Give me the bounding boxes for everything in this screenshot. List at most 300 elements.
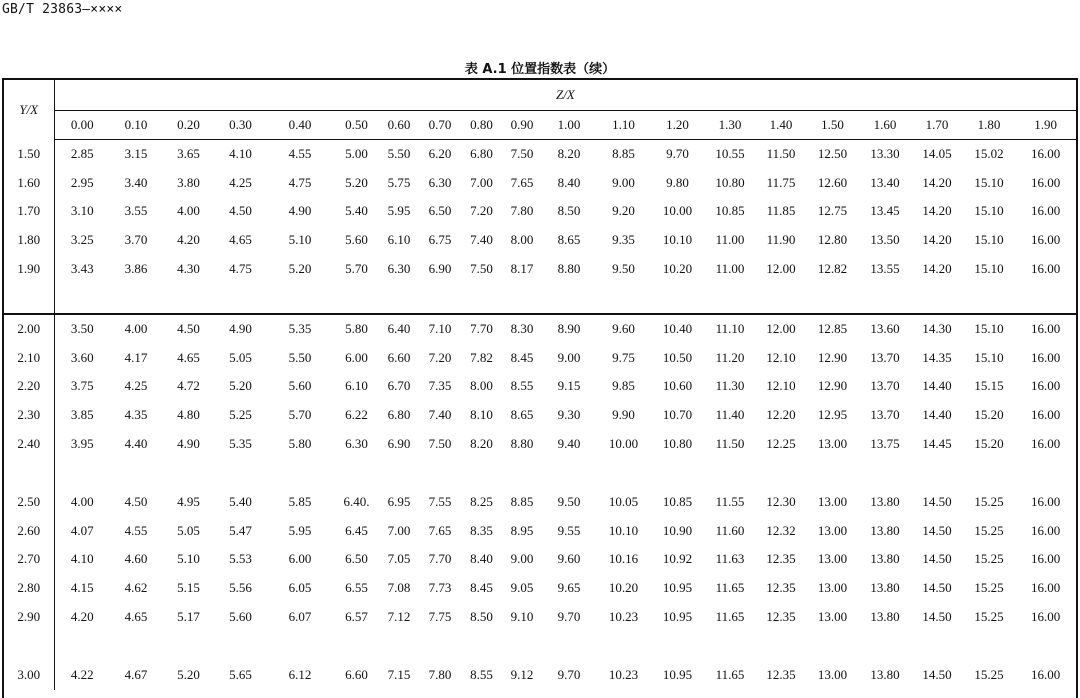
table-cell: 9.60 <box>557 551 581 567</box>
standard-code: GB/T 23863—×××× <box>2 2 123 17</box>
table-cell: 14.20 <box>922 203 952 219</box>
table-cell: 5.05 <box>177 522 200 538</box>
table-cell: 14.20 <box>922 232 952 248</box>
table-cell: 5.25 <box>229 407 252 423</box>
table-cell: 13.00 <box>817 608 848 624</box>
table-cell: 7.20 <box>470 203 493 219</box>
table-cell: 5.20 <box>229 378 252 394</box>
table-cell: 13.80 <box>870 580 900 596</box>
table-cell: 7.80 <box>428 667 452 683</box>
table-row <box>4 517 1076 546</box>
table-cell: 5.40 <box>345 203 368 219</box>
table-cell: 6.20 <box>428 146 452 162</box>
table-cell: 4.65 <box>177 349 200 365</box>
table-cell: 4.15 <box>70 580 94 596</box>
row-header-y-over-x: 1.50 <box>4 140 54 169</box>
table-cell: 2.85 <box>70 146 94 162</box>
table-cell: 5.60 <box>288 378 312 394</box>
table-cell: 8.45 <box>510 349 534 365</box>
table-cell: 2.95 <box>70 174 94 190</box>
column-header: 0.80 <box>461 111 502 140</box>
table-cell: 16.00 <box>1030 203 1061 219</box>
position-index-table-frame <box>2 78 1078 698</box>
table-cell: 9.60 <box>596 314 651 344</box>
table-cell: 3.43 <box>70 260 94 276</box>
row-header-y-over-x: 3.00 <box>4 661 54 690</box>
table-cell: 11.00 <box>715 232 745 248</box>
table-cell: 4.55 <box>124 522 148 538</box>
table-cell: 4.75 <box>288 174 312 190</box>
table-cell: 4.65 <box>124 608 148 624</box>
table-cell: 7.55 <box>428 494 452 510</box>
table-cell: 4.50 <box>124 494 148 510</box>
table-cell: 9.50 <box>557 494 581 510</box>
table-cell: 6.22 <box>345 407 368 423</box>
table-cell: 6.80 <box>387 407 411 423</box>
table-cell: 11.40 <box>715 407 745 423</box>
table-cell: 12.32 <box>766 522 796 538</box>
table-cell: 8.55 <box>510 378 534 394</box>
row-header-y-over-x: 2.60 <box>4 517 54 546</box>
table-cell: 14.30 <box>911 314 963 344</box>
table-cell: 4.35 <box>124 407 148 423</box>
table-cell: 6.10 <box>345 378 368 394</box>
table-cell: 13.80 <box>870 667 900 683</box>
column-header: 1.20 <box>651 111 704 140</box>
row-header-y-over-x: 1.90 <box>4 254 54 283</box>
table-cell: 4.40 <box>124 435 148 451</box>
table-cell: 11.50 <box>766 146 796 162</box>
table-cell: 4.95 <box>177 494 200 510</box>
table-cell: 8.30 <box>502 314 542 344</box>
table-cell: 5.70 <box>345 260 368 276</box>
table-cell: 5.15 <box>177 580 200 596</box>
table-cell: 5.20 <box>288 260 312 276</box>
table-cell: 3.75 <box>70 378 94 394</box>
table-cell: 5.75 <box>387 174 411 190</box>
table-cell: 4.17 <box>124 349 148 365</box>
table-cell: 7.05 <box>387 551 411 567</box>
table-cell: 7.08 <box>387 580 411 596</box>
table-row <box>4 401 1076 430</box>
table-cell: 4.72 <box>177 378 200 394</box>
row-header-y-over-x: 1.60 <box>4 169 54 198</box>
table-cell: 8.00 <box>510 232 534 248</box>
table-cell: 14.50 <box>922 580 952 596</box>
table-cell: 10.00 <box>608 435 639 451</box>
table-cell: 13.00 <box>817 667 848 683</box>
column-header: 1.80 <box>963 111 1015 140</box>
table-cell: 8.90 <box>542 314 596 344</box>
table-cell: 3.15 <box>124 146 148 162</box>
table-cell: 15.10 <box>963 314 1015 344</box>
row-header-y-over-x: 1.70 <box>4 197 54 226</box>
table-row <box>4 488 1076 517</box>
column-header: 1.70 <box>911 111 963 140</box>
table-cell: 4.22 <box>70 667 94 683</box>
table-cell: 6.00 <box>288 551 312 567</box>
table-cell: 5.70 <box>288 407 312 423</box>
table-cell: 4.80 <box>177 407 200 423</box>
table-cell: 10.20 <box>662 260 693 276</box>
table-cell: 14.50 <box>922 608 952 624</box>
table-cell: 6.30 <box>428 174 452 190</box>
corner-header-y-over-x: Y/X <box>4 80 54 140</box>
table-cell: 3.65 <box>177 146 200 162</box>
table-cell: 14.45 <box>922 435 952 451</box>
table-cell: 9.40 <box>557 435 581 451</box>
table-cell: 4.25 <box>229 174 252 190</box>
table-cell: 4.30 <box>177 260 200 276</box>
table-cell: 7.40 <box>470 232 493 248</box>
table-cell: 3.95 <box>70 435 94 451</box>
table-cell: 9.00 <box>510 551 534 567</box>
table-cell: 5.05 <box>229 349 252 365</box>
table-cell: 9.70 <box>557 608 581 624</box>
table-cell: 8.95 <box>510 522 534 538</box>
table-cell: 6.50 <box>428 203 452 219</box>
table-cell: 12.10 <box>766 378 796 394</box>
table-cell: 6.95 <box>387 494 411 510</box>
table-cell: 10.16 <box>608 551 639 567</box>
table-cell: 8.20 <box>470 435 493 451</box>
table-cell: 4.55 <box>288 146 312 162</box>
table-cell: 3.10 <box>70 203 94 219</box>
table-cell: 8.80 <box>557 260 581 276</box>
table-row <box>4 197 1076 226</box>
table-cell: 6.70 <box>387 378 411 394</box>
table-cell: 13.75 <box>870 435 900 451</box>
table-cell: 6.07 <box>288 608 312 624</box>
table-cell: 15.10 <box>974 203 1004 219</box>
table-cell: 7.20 <box>428 349 452 365</box>
table-cell: 7.00 <box>470 174 493 190</box>
table-cell: 4.62 <box>124 580 148 596</box>
table-cell: 13.00 <box>817 494 848 510</box>
table-cell: 15.25 <box>974 608 1004 624</box>
table-cell: 10.05 <box>608 494 639 510</box>
table-cell: 14.50 <box>922 494 952 510</box>
column-header: 0.50 <box>334 111 379 140</box>
table-cell: 11.50 <box>715 435 745 451</box>
column-header: 1.30 <box>704 111 756 140</box>
table-cell: 4.00 <box>70 494 94 510</box>
table-cell: 8.65 <box>557 232 581 248</box>
table-cell: 4.60 <box>124 551 148 567</box>
table-cell: 10.10 <box>608 522 639 538</box>
table-row <box>4 226 1076 255</box>
table-cell: 12.75 <box>817 203 848 219</box>
column-header: 0.40 <box>266 111 334 140</box>
table-cell: 10.92 <box>662 551 693 567</box>
table-cell: 6.05 <box>288 580 312 596</box>
table-cell: 4.90 <box>177 435 200 451</box>
table-cell: 7.65 <box>510 174 534 190</box>
table-cell: 4.50 <box>229 203 252 219</box>
table-cell: 4.90 <box>288 203 312 219</box>
table-cell: 4.00 <box>177 203 200 219</box>
table-cell: 16.00 <box>1015 314 1076 344</box>
table-cell: 5.60 <box>229 608 252 624</box>
table-cell: 12.25 <box>766 435 796 451</box>
row-header-y-over-x: 2.40 <box>4 429 54 458</box>
table-cell: 4.20 <box>177 232 200 248</box>
table-cell: 13.70 <box>870 349 900 365</box>
table-cell: 7.70 <box>428 551 452 567</box>
table-cell: 15.10 <box>974 349 1004 365</box>
table-cell: 15.20 <box>974 435 1004 451</box>
table-cell: 9.70 <box>557 667 581 683</box>
table-cell: 5.20 <box>345 174 368 190</box>
group-spacer <box>4 283 1076 314</box>
table-cell: 13.50 <box>870 232 900 248</box>
table-cell: 5.47 <box>229 522 252 538</box>
table-cell: 10.95 <box>662 580 693 596</box>
table-cell: 9.10 <box>510 608 534 624</box>
column-header: 1.50 <box>806 111 859 140</box>
table-cell: 8.50 <box>470 608 493 624</box>
table-cell: 14.05 <box>922 146 952 162</box>
row-header-y-over-x: 2.00 <box>4 314 54 344</box>
table-cell: 16.00 <box>1030 232 1061 248</box>
column-header: 1.90 <box>1015 111 1076 140</box>
table-cell: 16.00 <box>1030 580 1061 596</box>
table-cell: 6.80 <box>470 146 493 162</box>
table-cell: 7.75 <box>428 608 452 624</box>
table-cell: 6.60 <box>345 667 368 683</box>
table-cell: 10.70 <box>662 407 693 423</box>
table-cell: 5.10 <box>288 232 312 248</box>
table-cell: 13.80 <box>870 494 900 510</box>
table-row <box>4 429 1076 458</box>
table-cell: 9.12 <box>510 667 534 683</box>
table-cell: 14.50 <box>922 522 952 538</box>
table-cell: 8.85 <box>612 146 635 162</box>
table-cell: 15.25 <box>974 667 1004 683</box>
table-cell: 15.10 <box>974 174 1004 190</box>
table-cell: 6.57 <box>345 608 368 624</box>
table-cell: 4.75 <box>229 260 252 276</box>
table-cell: 12.35 <box>766 551 796 567</box>
table-cell: 9.85 <box>612 378 635 394</box>
table-cell: 8.40 <box>557 174 581 190</box>
table-row <box>4 140 1076 169</box>
table-cell: 7.65 <box>428 522 452 538</box>
table-cell: 6.30 <box>345 435 368 451</box>
table-cell: 9.35 <box>612 232 635 248</box>
table-cell: 11.60 <box>715 522 745 538</box>
table-cell: 11.63 <box>715 551 745 567</box>
table-cell: 14.40 <box>922 378 952 394</box>
table-cell: 16.00 <box>1030 260 1061 276</box>
table-cell: 10.90 <box>662 522 693 538</box>
table-cell: 9.80 <box>666 174 689 190</box>
table-cell: 9.20 <box>612 203 635 219</box>
table-cell: 10.50 <box>662 349 693 365</box>
table-cell: 16.00 <box>1030 146 1061 162</box>
table-cell: 12.90 <box>817 349 848 365</box>
table-cell: 11.20 <box>715 349 745 365</box>
table-cell: 3.50 <box>54 314 110 344</box>
table-cell: 12.30 <box>766 494 796 510</box>
table-cell: 8.45 <box>470 580 493 596</box>
table-cell: 7.35 <box>428 378 452 394</box>
table-cell: 7.10 <box>419 314 461 344</box>
table-cell: 10.80 <box>662 435 693 451</box>
table-cell: 10.23 <box>608 608 639 624</box>
table-cell: 9.05 <box>510 580 534 596</box>
table-cell: 6.30 <box>387 260 411 276</box>
table-cell: 11.30 <box>715 378 745 394</box>
table-cell: 4.10 <box>229 146 252 162</box>
table-cell: 6.45 <box>345 522 368 538</box>
table-cell: 7.73 <box>428 580 452 596</box>
table-cell: 13.45 <box>870 203 900 219</box>
table-cell: 10.40 <box>651 314 704 344</box>
table-cell: 4.65 <box>229 232 252 248</box>
table-cell: 8.80 <box>510 435 534 451</box>
table-cell: 13.30 <box>870 146 900 162</box>
table-cell: 5.80 <box>288 435 312 451</box>
table-cell: 9.15 <box>557 378 581 394</box>
table-cell: 6.40. <box>343 494 370 510</box>
table-cell: 13.70 <box>870 407 900 423</box>
table-cell: 3.70 <box>124 232 148 248</box>
table-cell: 14.20 <box>922 260 952 276</box>
table-cell: 16.00 <box>1030 551 1061 567</box>
table-cell: 7.80 <box>510 203 534 219</box>
table-row <box>4 314 1076 344</box>
table-cell: 15.02 <box>974 146 1004 162</box>
table-cell: 9.75 <box>612 349 635 365</box>
table-cell: 13.40 <box>870 174 900 190</box>
table-cell: 16.00 <box>1030 407 1061 423</box>
position-index-table <box>4 80 1076 690</box>
group-spacer <box>4 631 1076 661</box>
table-cell: 12.85 <box>806 314 859 344</box>
table-cell: 15.10 <box>974 232 1004 248</box>
table-cell: 3.40 <box>124 174 148 190</box>
table-cell: 5.95 <box>387 203 411 219</box>
table-cell: 12.90 <box>817 378 848 394</box>
table-cell: 12.10 <box>766 349 796 365</box>
table-cell: 6.40 <box>379 314 419 344</box>
table-cell: 5.65 <box>229 667 252 683</box>
table-cell: 3.55 <box>124 203 148 219</box>
column-header: 1.60 <box>859 111 911 140</box>
table-cell: 15.25 <box>974 522 1004 538</box>
table-cell: 16.00 <box>1030 494 1061 510</box>
table-cell: 5.40 <box>229 494 252 510</box>
table-caption: 表 A.1 位置指数表（续） <box>464 62 616 77</box>
table-cell: 15.20 <box>974 407 1004 423</box>
table-cell: 7.70 <box>461 314 502 344</box>
table-cell: 7.50 <box>470 260 493 276</box>
table-cell: 10.00 <box>662 203 693 219</box>
table-cell: 12.60 <box>817 174 848 190</box>
table-cell: 15.25 <box>974 494 1004 510</box>
table-row <box>4 602 1076 631</box>
table-cell: 15.25 <box>974 551 1004 567</box>
table-cell: 12.35 <box>766 667 796 683</box>
table-cell: 16.00 <box>1030 608 1061 624</box>
column-header: 0.60 <box>379 111 419 140</box>
table-cell: 9.90 <box>612 407 635 423</box>
table-cell: 9.00 <box>557 349 581 365</box>
table-cell: 13.70 <box>870 378 900 394</box>
table-cell: 5.80 <box>334 314 379 344</box>
row-header-y-over-x: 2.30 <box>4 401 54 430</box>
table-cell: 8.50 <box>557 203 581 219</box>
table-cell: 4.10 <box>70 551 94 567</box>
table-cell: 4.07 <box>70 522 94 538</box>
column-header: 1.40 <box>756 111 806 140</box>
table-cell: 5.50 <box>387 146 411 162</box>
table-cell: 13.80 <box>870 608 900 624</box>
table-cell: 11.85 <box>766 203 796 219</box>
table-cell: 11.90 <box>766 232 796 248</box>
table-cell: 4.50 <box>162 314 215 344</box>
table-cell: 10.95 <box>662 608 693 624</box>
table-cell: 13.00 <box>817 580 848 596</box>
table-cell: 8.85 <box>510 494 534 510</box>
table-cell: 7.82 <box>470 349 493 365</box>
table-cell: 4.00 <box>110 314 162 344</box>
column-header: 0.70 <box>419 111 461 140</box>
table-cell: 11.65 <box>715 580 745 596</box>
table-cell: 12.50 <box>817 146 848 162</box>
table-cell: 16.00 <box>1030 667 1061 683</box>
table-cell: 16.00 <box>1030 435 1061 451</box>
table-cell: 5.35 <box>229 435 252 451</box>
table-cell: 6.00 <box>345 349 368 365</box>
table-cell: 4.90 <box>215 314 266 344</box>
table-cell: 14.50 <box>922 667 952 683</box>
table-cell: 7.50 <box>428 435 452 451</box>
table-cell: 6.55 <box>345 580 368 596</box>
column-header: 1.10 <box>596 111 651 140</box>
table-cell: 10.60 <box>662 378 693 394</box>
table-cell: 10.55 <box>715 146 745 162</box>
table-cell: 13.00 <box>817 551 848 567</box>
table-cell: 6.90 <box>387 435 411 451</box>
table-cell: 10.85 <box>662 494 693 510</box>
header-z-over-x: Z/X <box>54 80 1076 111</box>
table-cell: 11.00 <box>715 260 745 276</box>
table-cell: 5.00 <box>345 146 368 162</box>
table-cell: 6.60 <box>387 349 411 365</box>
table-cell: 6.90 <box>428 260 452 276</box>
table-cell: 12.20 <box>766 407 796 423</box>
table-cell: 7.12 <box>387 608 411 624</box>
table-cell: 10.95 <box>662 667 693 683</box>
table-row <box>4 169 1076 198</box>
row-header-y-over-x: 2.90 <box>4 602 54 631</box>
table-cell: 6.75 <box>428 232 452 248</box>
row-header-y-over-x: 2.70 <box>4 545 54 574</box>
table-cell: 6.10 <box>387 232 411 248</box>
table-cell: 9.50 <box>612 260 635 276</box>
table-cell: 15.15 <box>974 378 1004 394</box>
table-row <box>4 344 1076 373</box>
table-row <box>4 661 1076 690</box>
table-cell: 9.30 <box>557 407 581 423</box>
column-header: 0.10 <box>110 111 162 140</box>
table-cell: 16.00 <box>1030 174 1061 190</box>
table-cell: 13.80 <box>870 551 900 567</box>
column-header: 0.00 <box>54 111 110 140</box>
table-cell: 12.95 <box>817 407 848 423</box>
